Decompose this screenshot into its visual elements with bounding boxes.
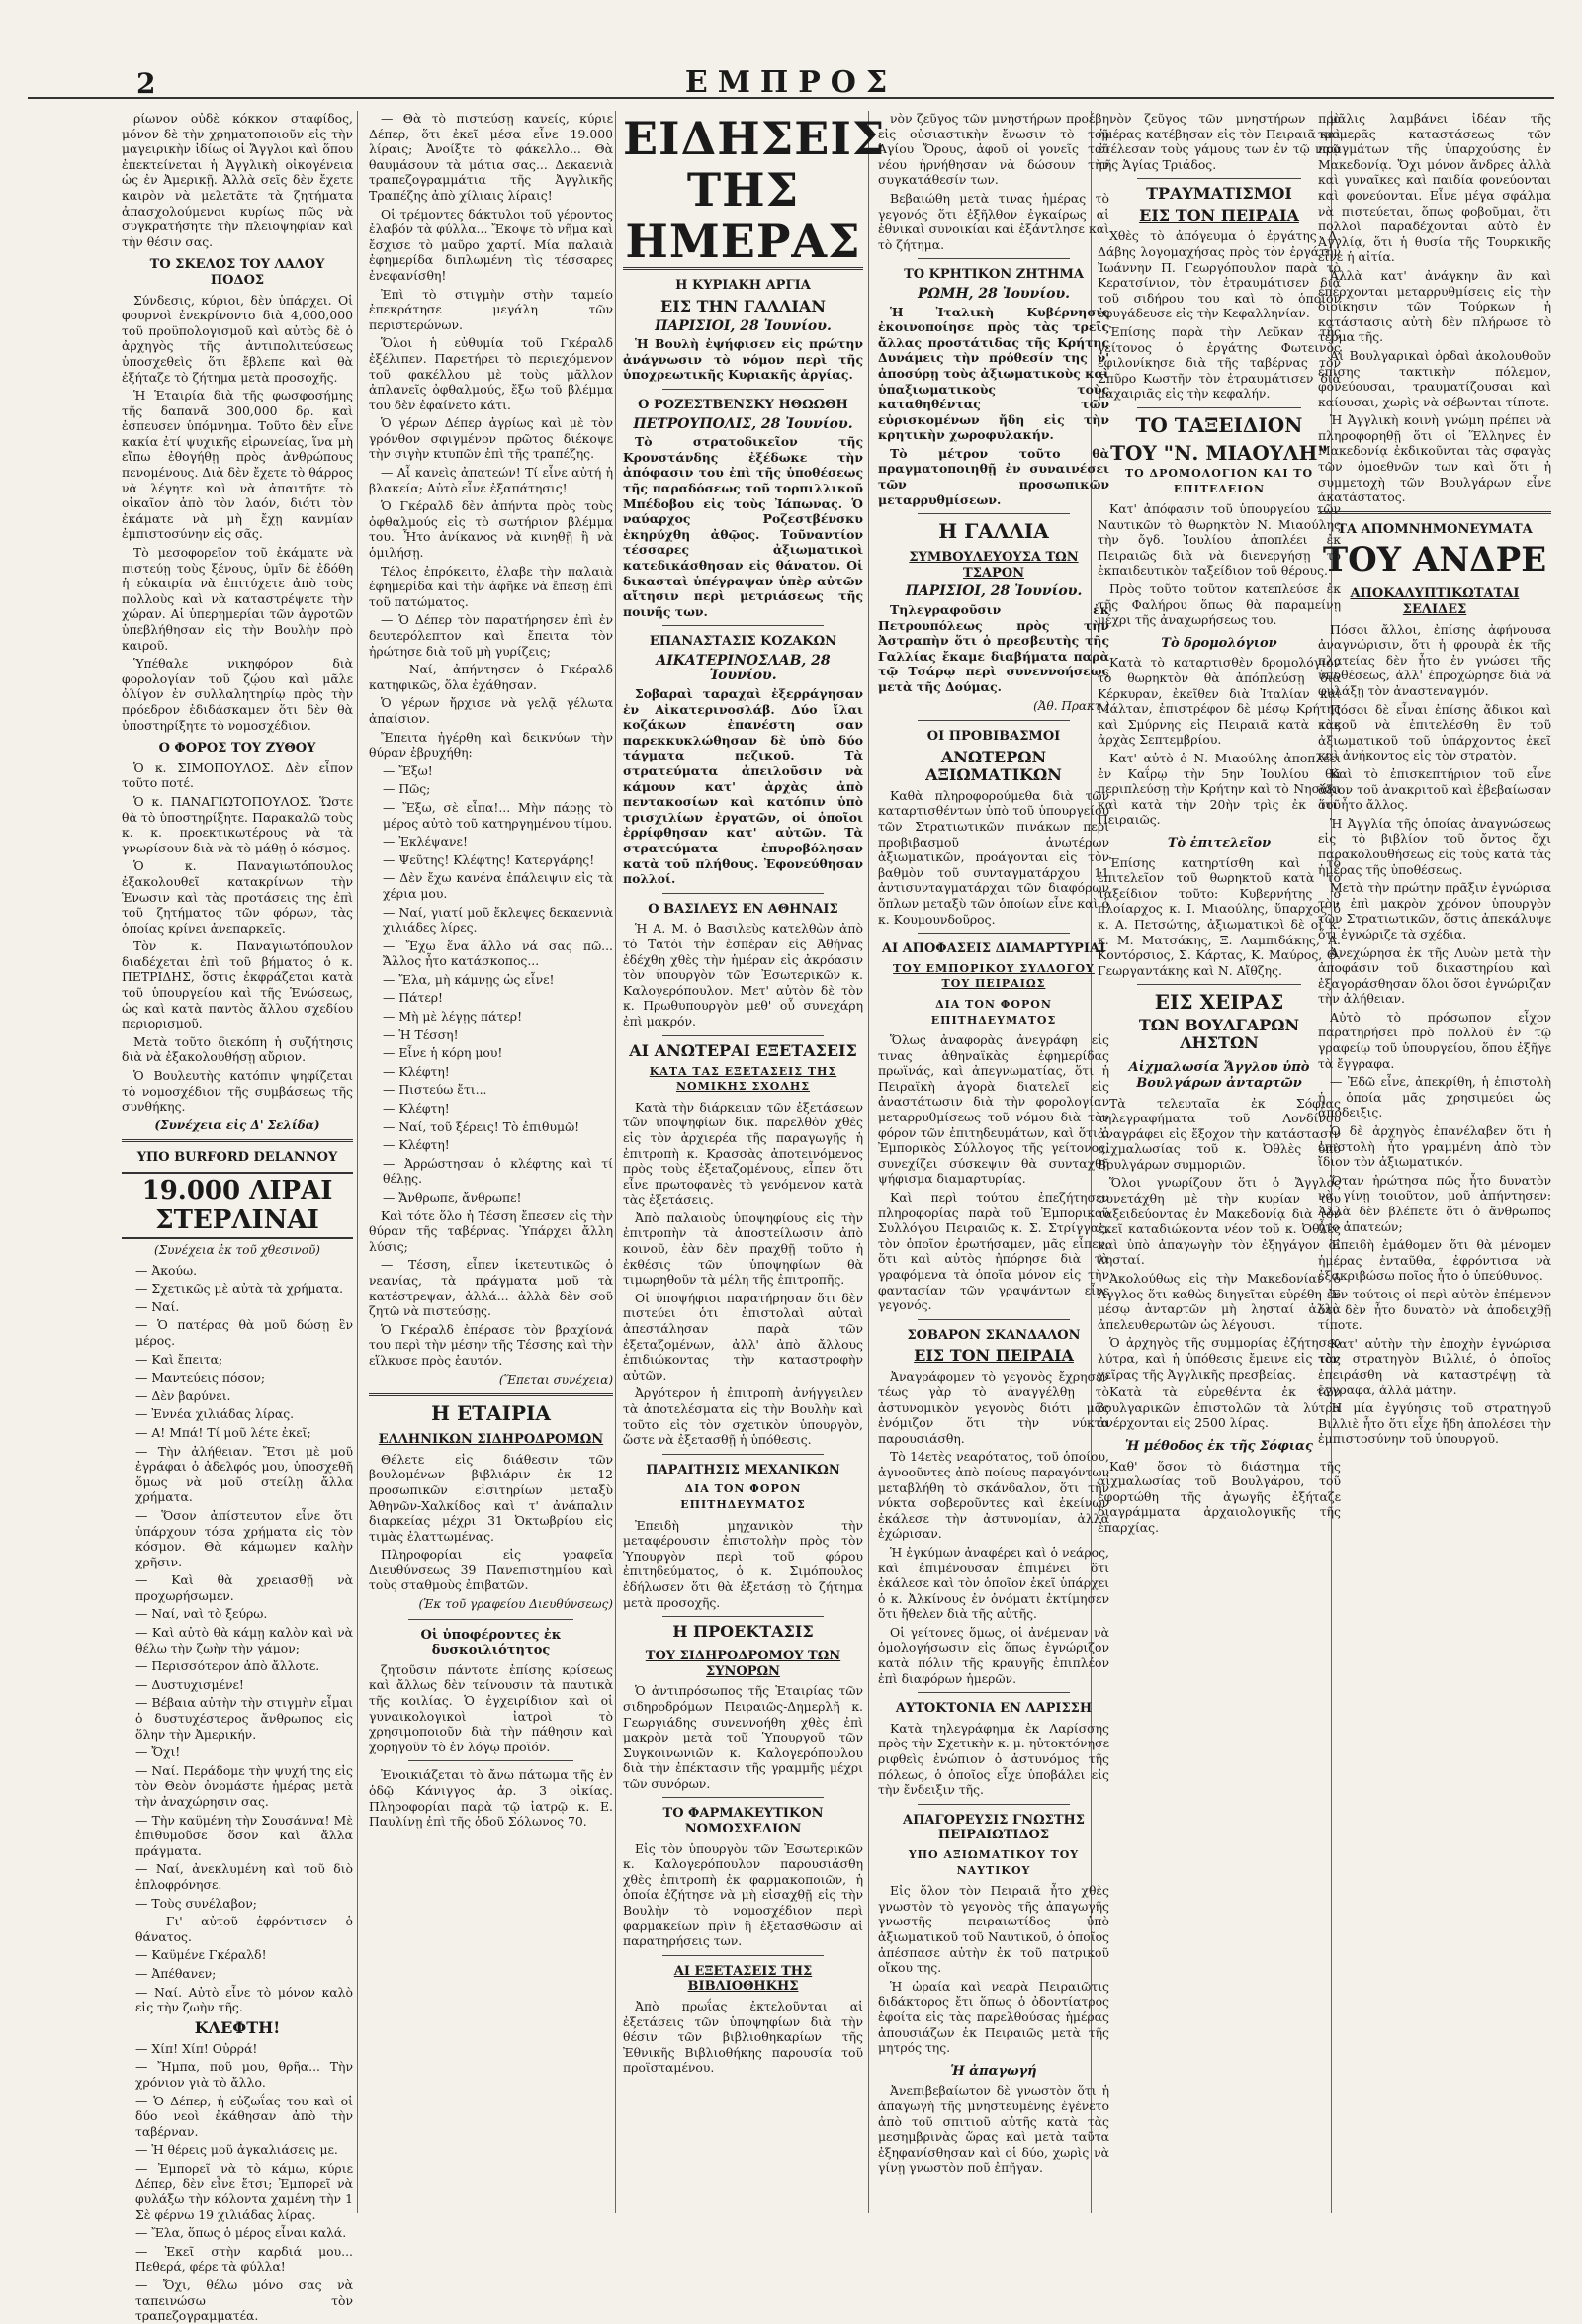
dialogue-block (369, 763, 613, 1206)
divider (662, 893, 824, 894)
divider (662, 625, 824, 626)
article-text: Καὶ τότε ὅλο ἡ Τέσση ἔπεσεν εἰς τὴν θύραν τῆς ταβέρνας. Ὑπάρχει ἄλλη λύσις; (369, 1207, 613, 1254)
divider (1137, 984, 1301, 985)
signature: (Ἀθ. Πρακτ.) (1033, 698, 1109, 713)
article-text: Ὅλως ἀναφορὰς ἀνεγράφη εἰς τινας ἀθηναϊκὰς ἐφημερίδας πρωϊνάς, καὶ ἀπεγνωματίας, ὅτι ἡ Πειραϊκὴ ἀγορὰ διατελεῖ εἰς ἀναστάτωσιν διὰ τὴν φορολογίαν μεταρρυθμίσεως τοῦ νόμου διὰ τὸν φόρον τῶν ἐπιτηδευμάτων, καὶ ὅτι ὁ Ἐμπορικὸς Σύλλογος τῆς γείτονος, συνεχίζει σύσκεψιν θὰ συνταχθῇ ψήφισμα διαμαρτυρίας. (878, 1032, 1109, 1187)
dateline: ΠΕΤΡΟΥΠΟΛΙΣ, 28 Ἰουνίου. (633, 415, 853, 432)
column-4 (878, 111, 1109, 2213)
article-text: Πληροφορίαι εἰς γραφεῖα Διευθύνσεως 39 Πανεπιστημίου καὶ τοὺς σταθμοὺς ἐπιβατῶν. (369, 1547, 613, 1593)
article-text: Ὅλοι ἡ εὐθυμία τοῦ Γκέραλδ ἐξέλιπεν. Παρετήρει τὸ περιεχόμενον τοῦ φακέλλου μὲ τοὺς μᾶλλον ἀπλανεῖς ὀφθαλμούς, ἔξω τοῦ βλέμμα του δὲν ἐφαίνετο κάτι. (369, 335, 613, 412)
newspaper-title: ΕΜΠΡΟΣ (684, 65, 898, 100)
article-text: Ἀργότερον ἡ ἐπιτροπὴ ἀνήγγειλεν τὰ ἀποτελέσματα εἰς τὴν Βουλὴν καὶ τοῦτο εἰς τὸν σχετικὸν ὑπουργὸν, ὥστε νὰ ἐξετασθῇ ἡ ὑπόθεσις. (623, 1385, 863, 1448)
column-6 (1318, 111, 1551, 2213)
article-text: — Θὰ τὸ πιστεύσῃ κανείς, κύριε Δέπερ, ὅτι ἐκεῖ μέσα εἶνε 19.000 λίραις; Ἀνοίξτε τὸ φάκελλο... Θὰ θαυμάσουν τὰ μάτια σας... Δεκαενιὰ τραπεζογραμμάτια τῆς Ἀγγλικῆς Τραπέζης ἀπὸ χίλιαις λίραις! (369, 111, 613, 203)
headline: ΣΟΒΑΡΟΝ ΣΚΑΝΔΑΛΟΝ (907, 1327, 1081, 1343)
divider (1137, 407, 1301, 408)
headline: Οἱ ὑποφέροντες ἐκ δυσκοιλιότητος (420, 1627, 562, 1658)
divider (662, 1955, 824, 1956)
article-text: Τὸν κ. Παναγιωτόπουλον διαδέχεται ἐπὶ τοῦ βήματος ὁ κ. ΠΕΤΡΙΔΗΣ, ὅστις ἐκφράζεται κατὰ τοῦ ὑπουργείου καὶ τῆς Ἑνώσεως, ὡς καὶ κατὰ παντὸς ἄλλου σχεδίου περιορισμοῦ. (122, 939, 353, 1031)
article-text: Κατ' αὐτὴν τὴν ἐποχὴν ἐγνώρισα τὸν στρατηγὸν Βιλλιέ, ὁ ὁποῖος ἐπειράσθη νὰ καταστρέψῃ τὰ ἔγγραφα, ἀλλὰ μάτην. (1318, 1335, 1551, 1397)
divider (918, 1319, 1070, 1320)
dialogue-line: — Καϋμένε Γκέραλδ! (135, 1947, 267, 1963)
dialogue-line: — Ὅσον ἀπίστευτον εἶνε ὅτι ὑπάρχουν τόσα χρήματα εἰς τὸν κόσμον. Θὰ κάμωμεν καλὴν χρῆσιν. (135, 1507, 353, 1569)
headline: ΕΙΣ ΧΕΙΡΑΣ (1154, 990, 1284, 1015)
divider (662, 1035, 824, 1036)
article-text: ζητοῦσιν πάντοτε ἐπίσης κρίσεως καὶ ἄλλως δὲν τείνουσιν τὰ παυτικὰ τῆς κοιλίας. Ὁ ἐγχειρίδιον καὶ οἱ γυναικολογικοὶ ἰατροὶ τὸ χρησιμοποιοῦν διὰ τὴν πάθησιν καὶ χορηγοῦν τὸ ἐν λόγῳ προϊόν. (369, 1661, 613, 1754)
dialogue-line: — Μαντεύεις πόσον; (135, 1370, 266, 1385)
dialogue-line: — Ἤμπα, ποῦ μου, θρῆα... Τὴν χρόνιον γιὰ τὸ ἄλλο. (135, 2059, 353, 2090)
article-text: Ἐπὶ τὸ στιγμὴν στὴν ταμείο ἐπεκράτησε μεγάλη τῶν περιστερώνων. (369, 286, 613, 332)
dialogue-line: — Ἔλα, μὴ κάμνῃς ὡς εἶνε! (383, 971, 555, 987)
subheading: Ἡ μέθοδος ἐκ τῆς Σόφιας (1125, 1438, 1313, 1454)
subheading: Αἰχμαλωσία Ἄγγλου ὑπὸ Βουλγάρων ἀνταρτῶν (1128, 1060, 1310, 1091)
dialogue-line: — Εἶνε ἡ κόρη μου! (383, 1045, 503, 1061)
masthead (28, 65, 1554, 100)
serial-title: 19.000 ΛΙΡΑΙ ΣΤΕΡΛΙΝΑΙ (122, 1172, 353, 1239)
article-text: Ὁ Γκέραλδ δὲν ἀπήντα πρὸς τοὺς ὀφθαλμούς εἰς τὸ σωτήριον βλέμμα του. Ἦτο ἀνίκανος νὰ κινηθῇ ἢ νὰ ὁμιλήσῃ. (369, 498, 613, 561)
headline: ΕΙΣ ΤΟΝ ΠΕΙΡΑΙΑ (914, 1346, 1074, 1366)
divider (369, 1393, 613, 1396)
article-text: Ὁ ἀντιπρόσωπος τῆς Ἑταιρίας τῶν σιδηροδρόμων Πειραιῶς-Δημερλῆ κ. Γεωργιάδης συνεννοήθη χθὲς ἐπὶ μακρὸν μετὰ τοῦ Ὑπουργοῦ τῶν Συγκοινωνιῶν κ. Καλογερόπουλου διὰ τὴν ἐπέκτασιν τῆς γραμμῆς μέχρι τῶν συνόρων. (623, 1683, 863, 1791)
article-text: Ἀνεχώρησα ἐκ τῆς Λυὼν μετὰ τὴν ἀποφάσιν τοῦ δικαστηρίου καὶ ἐξαγοράσθησαν ὅλοι ὅσοι ἐγνώριζαν τὴν ἀλήθειαν. (1318, 944, 1551, 1007)
article-text: νὸν ζεῦγος τῶν μνηστήρων πρὸ ἡμέρας κατέβησαν εἰς τὸν Πειραιᾶ καὶ ἐτέλεσαν τοὺς γάμους των ἐν τῷ ναῷ τῆς Ἁγίας Τριάδος. (1098, 111, 1341, 172)
headline: Η ΚΥΡΙΑΚΗ ΑΡΓΙΑ (675, 278, 811, 293)
dialogue-line: — Μὴ μὲ λέγῃς πάτερ! (383, 1009, 523, 1025)
headline: Ο ΦΟΡΟΣ ΤΟΥ ΖΥΘΟΥ (158, 741, 316, 757)
headline: ΕΙΣ ΤΗΝ ΓΑΛΛΙΑΝ (660, 296, 826, 315)
article-text: Ὁ κ. ΠΑΝΑΓΙΩΤΟΠΟΥΛΟΣ. Ὥστε θὰ τὸ ὑποστηρίξητε. Παρακαλῶ τοὺς κ. κ. προεκτικωτέρους νὰ τὰ γνωρίσουν διὰ νὰ τὸ μάθῃ ὁ κόσμος. (122, 793, 353, 855)
dialogue-line: — Ὄχι, θέλω μόνο σας νὰ ταπεινώσω τὸν τραπεζογραμματέα. (135, 2278, 353, 2324)
headline: ΑΝΩΤΕΡΩΝ ΑΞΙΩΜΑΤΙΚΩΝ (925, 747, 1062, 784)
divider (408, 1619, 573, 1620)
article-text: Ὑπέθαλε νικηφόρον διὰ φορολογίαν τοῦ ζῴου καὶ μᾶλε ὀλίγον ἐν συλλαλητηρίῳ πρὸς τὴν πρόεδρον ἐδιδάσκαμεν ὅτι δὲν θὰ ὑποστηρίξητε τὸ νομοσχέδιον. (122, 656, 353, 733)
dialogue-line: — Ναί, γιατί μοῦ ἔκλεψες δεκαεννιὰ χιλιάδες λίρες. (383, 904, 613, 936)
dialogue-line: — Ναί, ναὶ τὸ ξεύρω. (135, 1606, 268, 1622)
dialogue-line: — Καὶ ἔπειτα; (135, 1351, 223, 1367)
column-1 (122, 111, 353, 2324)
headline: ΤΟΥ ΑΝΔΡΕ (1322, 540, 1547, 581)
headline: ΔΙΑ ΤΟΝ ΦΟΡΟΝ ΕΠΙΤΗΔΕΥΜΑΤΟΣ (930, 997, 1057, 1027)
dialogue-line: — Τὴν ἀλήθειαν. Ἔτσι μὲ μοῦ ἐγράφαι ὁ ἀδελφός μου, ὑποσχεθῆ ὅμως νὰ μοῦ στείλῃ ἄλλα χρήματα. (135, 1443, 353, 1505)
dialogue-line: — Ναί. Αὐτὸ εἶνε τὸ μόνον καλὸ εἰς τὴν ζωὴν τῆς. (135, 1984, 353, 2015)
headline: ΤΟ ΦΑΡΜΑΚΕΥΤΙΚΟΝ ΝΟΜΟΣΧΕΔΙΟΝ (662, 1806, 824, 1837)
dialogue-line: — Ἡ θέρεις μοῦ ἀγκαλιάσεις με. (135, 2142, 338, 2158)
article-text: Τὸ 14ετὲς νεαρότατος, τοῦ ὁποίου, ἀγνοοῦντες ἀπὸ ποίους παραγόντων μεταβλήθη τὸ σκάνδαλον, ὅτι τὴν νύκτα σοβεροῦντες καὶ ἐκείνων ἐκάλεσε τὴν ἀστυνομίαν, ἀλλὰ ἐχώρισαν. (878, 1449, 1109, 1542)
dialogue-line: — Δυστυχισμένε! (135, 1676, 244, 1692)
article-text: Πρὸς τοῦτο τοῦτον κατεπλεύσε ἐκ τῆς Φαλήρου ὅπως θὰ παραμείνῃ μέχρι τῆς ἀναχωρήσεως του. (1098, 581, 1341, 628)
article-text: — Ὁ Δέπερ τὸν παρατήρησεν ἐπὶ ἐν δευτερόλεπτον καὶ ἔπειτα τὸν ἠρώτησε διὰ τοῦ μὴ γυρίζεις; (369, 612, 613, 659)
headline: ΑΙ ΑΝΩΤΕΡΑΙ ΕΞΕΤΑΣΕΙΣ (629, 1040, 857, 1060)
column-5 (1098, 111, 1341, 2213)
dialogue-line: — Ὁ Δέπερ, ἡ εὐζωΐας του καὶ οἱ δύο νεοὶ ἐκάθησαν ἀπὸ τὴν ταβέρναν. (135, 2093, 353, 2139)
article-text: Εἰς τὸν ὑπουργὸν τῶν Ἐσωτερικῶν κ. Καλογερόπουλον παρουσιάσθη χθὲς ἐπιτροπὴ ἐκ φαρμακοποιῶν, ἡ ὁποία ἐζήτησε νὰ μὴ εἰσαχθῇ εἰς τὴν Βουλὴν τὸ νομοσχέδιον περὶ φαρμακείων πρὶν ἢ ἐξετασθῶσιν αἱ παρατηρήσεις των. (623, 1840, 863, 1949)
headline: ΤΟ ΤΑΞΕΙΔΙΟΝ (1135, 412, 1303, 437)
article-text: Ἐπίσης κατηρτίσθη καὶ τὸ ἐπιτελεῖον τοῦ θωρηκτοῦ κατὰ τὸ ταξείδιον τοῦτο: Κυβερνήτης ὁ πλοίαρχος κ. Ι. Μιαούλης, ὕπαρχος ὁ κ. Α. Πετσώτης, ἀξιωματικοὶ δὲ οἱ κ. κ. Μ. Ματσάκης, Ξ. Λαμπιδάκης, Α. Κοντόρσιος, Σ. Κάρτας, Κ. Μαύρος, Θ. Γεωργαντάκης καὶ Ν. Αἴθζης. (1098, 854, 1341, 978)
dialogue-line: — Δὲν βαρύνει. (135, 1387, 231, 1403)
article-text: Ἀναγράφομεν τὸ γεγονὸς ἔχρησεν τέως γὰρ τὸ ἀναγγέλθῃ τὸ ἀστυνομικὸν γεγονὸς διότι μᾶς ἐνόμιζον ὅτι τὴν νύκτα παρουσιάσθη. (878, 1369, 1109, 1446)
dialogue-line: — Ἔξω, σὲ εἶπα!... Μὴν πάρῃς τὸ μέρος αὐτὸ τοῦ κατηργημένου τίμου. (383, 799, 613, 831)
dialogue-line: — Ἔχω ἕνα ἄλλο νά σας πῶ... Ἄλλος ἦτο κατάσκοπος... (383, 938, 613, 969)
dialogue-line: — Βέβαια αὐτὴν τὴν στιγμὴν εἶμαι ὁ δυστυχέστερος ἄνθρωπος εἰς ὅλην τὴν Ἀμερικήν. (135, 1695, 353, 1742)
divider (1318, 511, 1551, 514)
classified-ad: Ἐνοικιάζεται τὸ ἄνω πάτωμα τῆς ἐν ὁδῷ Κάνιγγος ἀρ. 3 οἰκίας. Πληροφορίαι παρὰ τῷ ἰατρῷ κ. Ε. Παυλίνῃ ἐπὶ τῆς ὁδοῦ Σόλωνος 70. (369, 1767, 613, 1830)
dialogue-line: — Κλέφτη! (383, 1063, 450, 1079)
article-text: νὸν ζεῦγος τῶν μνηστήρων προέβη εἰς οὐσιαστικὴν ἔνωσιν τὸ τοῦ Ἁγίου Ὄρους, ἀφοῦ οἱ γονεῖς τοῦ νέου ἠρνήθησαν νὰ δώσουν τὴν συγκατάθεσίν των. (878, 111, 1109, 188)
section-banner: ΕΙΔΗΣΕΙΣ ΤΗΣ ΗΜΕΡΑΣ (623, 112, 886, 268)
dialogue-line: — Ἡ Τέσση! (383, 1027, 459, 1042)
article-text: Τὰ τελευταῖα ἐκ Σόφιας τηλεγραφήματα τοῦ Λονδίνου ἀναγράφει εἰς ἔξοχον τὴν κατάστασιν αἰχμαλωσίας τοῦ κ. Ὀθλὲς ὑπὸ Βουλγάρων συμμοριῶν. (1098, 1095, 1341, 1172)
article-text: Ἀπὸ παλαιοὺς ὑποψηφίους εἰς τὴν ἐπιτροπὴν τὰ ἀποστείλωσιν ἀπὸ κοινοῦ, ἐὰν δὲν πραχθῇ τοῦτο ἡ ἐκθέσις τῶν ὑποψηφίων θὰ τιμωρηθοῦν τὰ μέλη τῆς ἐπιτροπῆς. (623, 1209, 863, 1288)
article-text: Ἡ Ἀγγλία τῆς ὁποίας ἀναγνώσεως εἰς τὸ βιβλίον τοῦ ὄντος ὄχι παρακολουθήσεως εἰς τοὺς κατὰ τὰς ἡμέρας τῆς ὑποθέσεως. (1318, 815, 1551, 877)
headline: ΠΑΡΑΙΤΗΣΙΣ ΜΕΧΑΝΙΚΩΝ (646, 1462, 840, 1477)
article-text: Κατ' ἀπόφασιν τοῦ ὑπουργείου τῶν Ναυτικῶν τὸ θωρηκτὸν Ν. Μιαούλης τὴν ὄγδ. Ἰουλίου ἀποπλέει ἐκ Πειραιῶς διὰ νὰ διενεργήσῃ τὸ ἐκπαιδευτικὸν ταξείδιον τοῦ θέρους. (1098, 501, 1341, 579)
article-text: Ὁ γέρων Δέπερ ἀγρίως καὶ μὲ τὸν γρόνθον σφιγμένον πρῶτος διέκοψε τὴν σιγὴν κτυπῶν ἐπὶ τῆς τραπέζης. (369, 415, 613, 462)
article-text: Ἐπειδὴ μηχανικὸν τὴν μεταφέρουσιν ἐπιστολὴν πρὸς τὸν Ὑπουργὸν περὶ τοῦ φόρου ἐπιτηδεύματος, ὁ κ. Σιμόπουλος ἐδήλωσεν ὅτι θὰ ἐξετάσῃ τὸ ζήτημα μετὰ προσοχῆς. (623, 1517, 863, 1610)
column-2 (369, 111, 613, 2213)
dialogue-line: — Ὁ πατέρας θὰ μοῦ δώσῃ ἓν μέρος. (135, 1317, 353, 1348)
divider (662, 389, 824, 390)
article-text: Ὁ ἀρχηγὸς τῆς συμμορίας ἐζήτησεν λύτρα, καὶ ἡ ὑπόθεσις ἔμεινε εἰς τὰς χεῖρας τῆς Ἀγγλικῆς πρεσβείας. (1098, 1335, 1341, 1382)
divider (662, 1797, 824, 1798)
article-text: Καθὰ πληροφορούμεθα διὰ τῶν καταρτισθέντων ὑπὸ τοῦ ὑπουργείου τῶν Στρατιωτικῶν πινάκων περὶ προβιβασμοῦ ἀνωτέρων ἀξιωματικῶν, προάγονται εἰς τὸν βαθμὸν τοῦ συνταγματάρχου 11 ἀντισυνταγματάρχαι τῶν διαφόρων ὅπλων μεταξὺ τῶν ὁποίων εἶνε καὶ ὁ κ. Κουμουνδοῦρος. (878, 787, 1109, 927)
article-text: Ἐν τούτοις οἱ περὶ αὐτὸν ἐπέμενον ὅτι δὲν ἦτο δυνατὸν νὰ ἀποδειχθῇ τίποτε. (1318, 1286, 1551, 1333)
dialogue-line: — Ἀπέθανεν; (135, 1965, 217, 1981)
serial-author: ΥΠΟ BURFORD DELANNOY (136, 1150, 338, 1166)
dialogue-line: — Ἄνθρωπε, ἄνθρωπε! (383, 1190, 522, 1205)
headline: ΑΙ ΕΞΕΤΑΣΕΙΣ ΤΗΣ ΒΙΒΛΙΟΘΗΚΗΣ (673, 1963, 813, 1995)
subheading: Τὸ ἐπιτελεῖον (1167, 835, 1272, 850)
article-text: Μετὰ τοῦτο διεκόπη ἡ συζήτησις διὰ νὰ ἐξακολουθήσῃ αὔριον. (122, 1033, 353, 1065)
article-text: Ἡ ὡραία καὶ νεαρὰ Πειραιῶτις διδάκτορος ἔτι ὅπως ὁ ὀδοντίατρος ἐφοίτα εἰς τὰς παρελθούσας ἡμέρας ἀπουσιάζων ἐκ Πειραιῶς μετὰ τῆς μητρός της. (878, 1978, 1109, 2056)
divider (918, 933, 1070, 934)
dialogue-line: — Τοὺς συνέλαβον; (135, 1895, 257, 1911)
divider (1137, 178, 1301, 179)
article-text: Μετὰ τὴν πρώτην πρᾶξιν ἐγνώρισα τὸν ἐπὶ μακρὸν χρόνον ὑπουργὸν τῶν Στρατιωτικῶν, ὅστις ἀπεκάλυψε ὅτι ἐγνώριζε τὰ σχέδια. (1318, 880, 1551, 941)
headline: ΕΠΑΝΑΣΤΑΣΙΣ ΚΟΖΑΚΩΝ (649, 634, 837, 650)
headline: Η ΠΡΟΕΚΤΑΣΙΣ (672, 1622, 814, 1642)
article-text: Ἀπὸ πρωΐας ἐκτελοῦνται αἱ ἐξετάσεις τῶν ὑποψηφίων διὰ τὴν θέσιν τῶν βιβλιοθηκαρίων τῆς Ἐθνικῆς Βιβλιοθήκης παρουσία τοῦ προϊσταμένου. (623, 1999, 863, 2076)
article-text: — Ναί, ἀπήντησεν ὁ Γκέραλδ κατηφικῶς, ὅλα ἐχάθησαν. (369, 662, 613, 692)
headline: ΥΠΟ ΑΞΙΩΜΑΤΙΚΟΥ ΤΟΥ ΝΑΥΤΙΚΟΥ (908, 1848, 1080, 1877)
dateline: ΠΑΡΙΣΙΟΙ, 28 Ἰουνίου. (655, 317, 832, 334)
headline: ΤΟ ΚΡΗΤΙΚΟΝ ΖΗΤΗΜΑ (904, 267, 1084, 283)
article-text: Οἱ τρέμοντες δάκτυλοι τοῦ γέροντος ἐλαβόν τὰ φύλλα... Ἔκοψε τὸ νῆμα καὶ ἔσχισε τὸ μαῦρο χαρτί. Μία παλαιὰ ἐφημερίδα διπλωμένη τὶς τέσσαρες ἐνεφανίσθη! (369, 206, 613, 283)
subheading: Τὸ δρομολόγιον (1161, 635, 1277, 651)
article-text: Σοβαραὶ ταραχαὶ ἐξερράγησαν ἐν Αἰκατερινοσλάβ. Δύο ἴλαι κοζάκων ἐπανέστη σαν παρεκκυκλώθησαν δὲ ὑπὸ δύο τάγματα πεζικοῦ. Τὰ στρατεύματα ἀπειλοῦσιν νὰ κάμουν κατ' ἀρχὰς ἀπὸ πεντακοσίων καὶ κατόπιν ὑπὸ τρισχιλίων ἐργατῶν, οἱ ὁποῖοι ἐρρίφθησαν κατ' αὐτῶν. Τὰ στρατεύματα ἐπυροβόλησαν κατὰ τοῦ πλήθους. Ἐφονεύθησαν πολλοί. (623, 686, 863, 887)
dialogue-line: — Δὲν ἔχω κανένα ἐπάλειψιν εἰς τὰ χέρια μου. (383, 870, 613, 901)
divider (662, 1454, 824, 1455)
headline: ΑΠΑΓΟΡΕΥΣΙΣ ΓΝΩΣΤΗΣ ΠΕΙΡΑΙΩΤΙΔΟΣ (903, 1812, 1085, 1843)
headline: ΤΡΑΥΜΑΤΙΣΜΟΙ (1146, 184, 1292, 204)
article-text: Ὁ κ. Παναγιωτόπουλος ἐξακολουθεῖ κατακρίνων τὴν Ἑνωσιν καὶ τὰς προτάσεις της ἐπὶ τοῦ ζητήματος τῶν φόρων, τὰς ὁποίας κρίνει ἀνεπαρκεῖς. (122, 858, 353, 936)
article-text: Κατ' αὐτὸ ὁ Ν. Μιαούλης ἀποπλέει ἐν Καΐρῳ τὴν 5ην Ἰουλίου θὰ περιπλεύσῃ τὴν Κρήτην καὶ τὸ Νησάκι καὶ κατὰ τὴν 20ὴν τρὶς ἐκ τοῦ Πειραιῶς. (1098, 751, 1341, 828)
dialogue-line: — Ἔλα, ὅπως ὁ μέρος εἶναι καλά. (135, 2225, 347, 2241)
headline: ΤΟ ΔΡΟΜΟΛΟΓΙΟΝ ΚΑΙ ΤΟ ΕΠΙΤΕΛΕΙΟΝ (1124, 466, 1314, 495)
article-text: Κατὰ τὸ καταρτισθὲν δρομολόγιον τὸ θωρηκτὸν θὰ ἀπόπλεύσῃ διὰ Κέρκυραν, ἐκεῖθεν διὰ Ἰταλίαν καὶ Μάλταν, ἐπιστρέφον δὲ μέσῳ Κρήτης καὶ Σμύρνης εἰς Πειραιᾶ κατὰ τὰς ἀρχὰς Σεπτεμβρίου. (1098, 655, 1341, 748)
article-text: Ὅλοι γνωρίζουν ὅτι ὁ Ἄγγλος συνετάχθη μὲ τὴν κυρίαν του ταξειδεύοντας ἐν Μακεδονίᾳ διὰ τὸν ἐκεῖ καταδιώκοντα νέον τοῦ κ. Ὀθλὲς καὶ ὑπὸ ἀπαγωγὴν τὸν ἐξηγάγον οἱ λησταί. (1098, 1175, 1341, 1268)
article-text: Καθ' ὅσον τὸ διάστημα τῆς αἰχμαλωσίας τοῦ Βουλγάρου, τοῦ ἐφορτώθη τῆς ἀγωγῆς ἐξήταζε διαγράμματα ἀρχαιολογικῆς τῆς ἐπαρχίας. (1098, 1458, 1341, 1535)
headline: ΕΙΣ ΤΟΝ ΠΕΙΡΑΙΑ (1139, 206, 1299, 225)
dialogue-line: — Ναί, ἀνεκλυμένη καὶ τοῦ διὸ ἐπλοφρόνησε. (135, 1861, 353, 1892)
article-text: Οἱ γείτονες ὅμως, οἱ ἀνέμεναν νὰ ὁμολογήσωσιν εἰς ὅπως ἐγνώριζον κατὰ πόλιν τῆς κραυγῆς ἐπιπλέον ἐπὶ διαφόρων ἡμερῶν. (878, 1624, 1109, 1686)
article-text: Οἱ ὑποψήφιοι παρατήρησαν ὅτι δὲν πιστεύει ὁτι ἐπιστολαὶ αὐταὶ ἀπεστάλησαν παρὰ τῶν ἐξεταζομένων, ἀλλ' ἀπὸ ἄλλους ἐπιδιώκοντας τὴν καταστροφὴν αὐτῶν. (623, 1290, 863, 1383)
article-text: Ἔπειτα ἠγέρθη καὶ δεικνύων τὴν θύραν ἐβρυχήθη: (369, 729, 613, 760)
divider (122, 1139, 353, 1142)
dialogue-line: — Πιστεύω ἔτι... (383, 1082, 487, 1098)
article-text: Κατὰ τὴν διάρκειαν τῶν ἐξετάσεων τῶν ὑποψηφίων δικ. παρελθὸν χθὲς εἰς τὸν ἀρχιερέα τῆς παραγωγῆς ἡ ἐπιτροπὴ κ. Κρασσὰς ἀποτεινόμενος πρὸς τοὺς ἐξεταζομένους, εἶπεν ὅτι εἶνε πρωτοφανὲς τὸ γενόμενον κατὰ τὰς ἐξετάσεις. (623, 1099, 863, 1207)
article-text: Τὸ μέτρον τοῦτο θὰ πραγματοποιηθῇ ἐν συναινέσει τῶν προσωπικῶν μεταρρυθμίσεων. (878, 445, 1109, 507)
headline: Ο ΡΟΖΕΣΤΒΕΝΣΚΥ ΗΘΩΩΘΗ (638, 397, 848, 412)
article-text: Τὸ μεσοφορεῖον τοῦ ἐκάματε νὰ πιστεύῃ τοὺς ξένους, ὑμῖν δὲ ἐδόθη ἡ εὐκαιρία νὰ ἐπιτύχετε ἀπὸ τοὺς πολλοὺς καὶ νὰ καταστρέψετε τὴν χώραν. Αἱ ὑπερημερίαι τῶν ἀγροτῶν ὑπεβλήθησαν εἰς τὴν Βουλὴν πρὸ καιροῦ. (122, 545, 353, 653)
headline: Η ΓΑΛΛΙΑ (938, 519, 1049, 544)
dialogue-line: — Καὶ αὐτὸ θὰ κάμῃ καλὸν καὶ νὰ θέλω τὴν ζωὴν τὴν γάμον; (135, 1625, 353, 1655)
dialogue-block (122, 2041, 353, 2324)
headline: ΣΥΜΒΟΥΛΕΥΟΥΣΑ ΤΩΝ ΤΣΑΡΟΝ (909, 550, 1079, 581)
dialogue-line: — Α! Μπά! Τί μοῦ λέτε ἐκεῖ; (135, 1424, 311, 1440)
article-text: Τηλεγραφοῦσιν ἐκ Πετρουπόλεως πρὸς τὴν Ἀστραπὴν ὅτι ὁ πρεσβευτὴς τῆς Γαλλίας ἔκαμε διαβήματα παρὰ τῷ Τσάρῳ περὶ συνεννοήσεως μετὰ τῆς Δούμας. (878, 602, 1109, 694)
article-text: Ὁ γέρων ἤρχισε νὰ γελᾷ γέλωτα ἀπαίσιον. (369, 695, 613, 726)
headline: ΤΟ ΣΚΕΛΟΣ ΤΟΥ ΛΑΛΟΥ ΠΟΔΟΣ (149, 257, 325, 288)
article-text: Ὁ δὲ ἀρχηγὸς ἐπανέλαβεν ὅτι ἡ ἐπιστολὴ ἦτο γραμμένη ἀπὸ τὸν ἴδιον τὸν ἀξιωματικόν. (1318, 1123, 1551, 1170)
article-text: Ἐπειδὴ ἐμάθομεν ὅτι θὰ μένομεν ἡμέρας ἐνταῦθα, ἐφρόντισα νὰ ἐξακριβώσω ποῖος ἦτο ὁ ὑπεύθυνος. (1318, 1237, 1551, 1284)
article-text: Ἡ ἐγκύμων ἀναφέρει καὶ ὁ νεάρος, καὶ ἐπιμένουσαν ἐπιμένει ὅτι ἐκάλεσε καὶ τὸν ὁποῖον ἐκεῖ ὑπάρχει ὁ κ. Ἀλκίνους ἐν ὀνόματι ἐκτίμησεν ὅτι ἤθελεν διὰ τῆς αὐτῆς. (878, 1544, 1109, 1622)
headline: ΤΑ ΑΠΟΜΝΗΜΟΝΕΥΜΑΤΑ (1337, 521, 1533, 537)
article-text: Ὁ Γκέραλδ ἐπέρασε τὸν βραχίονά του περὶ τὴν μέσην τῆς Τέσσης καὶ τὴν εἵλκυσε πρὸς ἑαυτόν. (369, 1321, 613, 1368)
divider (918, 1692, 1070, 1693)
headline: Η ΕΤΑΙΡΙΑ (431, 1401, 551, 1426)
headline: ΚΛΕΦΤΗ! (194, 2017, 281, 2037)
dateline: ΑΙΚΑΤΕΡΙΝΟΣΛΑΒ, 28 Ἰουνίου. (656, 652, 831, 684)
article-text: Ἡ Βουλὴ ἐψήφισεν εἰς πρώτην ἀνάγνωσιν τὸ νόμον περὶ τῆς ὑποχρεωτικῆς Κυριακῆς ἀργίας. (623, 336, 863, 383)
dialogue-line: — Ναί. Περάδομε τὴν ψυχή της εἰς τὸν Θεὸν ὀνομάστε ἡμέρας μετὰ τὴν ἀναχώρησιν σας. (135, 1762, 353, 1809)
headline: ΚΑΤΑ ΤΑΣ ΕΞΕΤΑΣΕΙΣ ΤΗΣ ΝΟΜΙΚΗΣ ΣΧΟΛΗΣ (649, 1064, 837, 1094)
article-text: — Τέσση, εἶπεν ἱκετευτικῶς ὁ νεανίας, τὰ πράγματα μοῦ τὰ κατέστρεψαν, ἀλλά... ἀλλὰ δὲν σοῦ ζητῶ νὰ πιστεύσῃς. (369, 1257, 613, 1319)
continued-note: (Ἕπεται συνέχεια) (498, 1372, 613, 1386)
article-text: Ἐπίσης παρὰ τὴν Λεῦκαν τῆς γείτονος ὁ ἐργάτης Φωτεινὸς ἐφιλονίκησε διὰ τῆς ταβέρνας τὸν Σπῦρο Κωστῆν τὸν ἐτραυμάτισεν διὰ μαχαιριᾶς εἰς τὴν κεφαλήν. (1098, 323, 1341, 402)
article-text: — Ἐδῶ εἶνε, ἀπεκρίθη, ἡ ἐπιστολὴ ἡ ὁποία μᾶς χρησιμεύει ὡς ἀπόδειξις. (1318, 1074, 1551, 1120)
dialogue-line: — Κλέφτη! (383, 1137, 450, 1153)
article-text: Βεβαιώθη μετὰ τινας ἡμέρας τὸ γεγονός ὅτι ἐξῆλθον ἐγκαίρως αἱ ἐθνικαὶ συνοικίαι καὶ ἐξάντλησε καὶ τὸ ζήτημα. (878, 190, 1109, 252)
article-text: Ἀνεπιβεβαίωτον δὲ γνωστὸν ὅτι ἡ ἀπαγωγὴ τῆς μνηστευμένης ἐγένετο ἀπὸ τοῦ σπιτιοῦ αὐτῆς κατὰ τὰς μεσημβρινὰς ὥρας καὶ μετὰ ταῦτα ἐξηφανίσθησαν καὶ οἱ δύο, χωρὶς νὰ γίνῃ γνωστὸν ποῦ ἐπῆγαν. (878, 2083, 1109, 2176)
headline: ΤΩΝ ΒΟΥΛΓΑΡΩΝ ΛΗΣΤΩΝ (1138, 1016, 1300, 1053)
article-text: Ἡ Ἀγγλικὴ κοινὴ γνώμη πρέπει νὰ πληροφορηθῇ ὅτι οἱ Ἕλληνες ἐν Μακεδονίᾳ ἐκδικοῦνται τὰς σφαγὰς τῶν ὁμοεθνῶν των καὶ ὅτι ἡ συμμετοχὴ τῶν Βουλγάρων εἶνε ἀκατάστατος. (1318, 412, 1551, 505)
article-text: Ὁ Βουλευτὴς κατόπιν ψηφίζεται τὸ νομοσχέδιον τῆς συμβάσεως τῆς συνθήκης. (122, 1068, 353, 1115)
continued-note: (Συνέχεια εἰς Δ' Σελίδα) (154, 1117, 320, 1132)
dialogue-line: — Ἐμπορεῖ νὰ τὸ κάμω, κύριε Δέπερ, δὲν εἶνε ἔτσι; Ἐμπορεῖ νὰ φυλάξω τὴν κόλοντα χαμένη τὴν 1 Σὲ φέρνω 19 χιλιάδας λίρας. (135, 2160, 353, 2222)
divider (918, 258, 1070, 259)
dialogue-line: — Χίπ! Χίπ! Οὐρρά! (135, 2040, 258, 2056)
article-text: Αἱ Βουλγαρικαὶ ὁρδαὶ ἀκολουθοῦν ἐπίσης τακτικὴν πόλεμον, φονεύουσαι, τραυματίζουσαι καὶ καίουσαι, χωρὶς νὰ σέβωνται τίποτε. (1318, 347, 1551, 409)
article-text: Τὸ στρατοδικεῖον τῆς Κρονστάνδης ἐξέδωκε τὴν ἀπόφασιν του ἐπὶ τῆς ὑποθέσεως τῆς παραδόσεως τοῦ τορπιλλικοῦ Μπέδοβου εἰς τοὺς Ἰάπωνας. Ὁ ναύαρχος Ροζεστβένσκυ ἐκηρύχθη ἀθῷος. Τοῦναντίον τέσσαρες ἀξιωματικοὶ κατεδικάσθησαν εἰς θάνατον. Οἱ δικασταὶ ὑπέγραψαν ὑπὲρ αὐτῶν αἴτησιν περὶ μετριάσεως τῆς ποινῆς των. (623, 434, 863, 619)
divider (662, 1616, 824, 1617)
dialogue-line: — Ἔξω! (383, 762, 433, 778)
dialogue-line: — Ἀρρώστησαν ὁ κλέφτης καὶ τί θέλῃς. (383, 1155, 613, 1187)
headline: ΤΟΥ ΣΙΔΗΡΟΔΡΟΜΟΥ ΤΩΝ ΣΥΝΟΡΩΝ (645, 1649, 841, 1679)
dialogue-line: — Ἀκούω. (135, 1262, 198, 1278)
article-text: Τέλος ἐπρόκειτο, ἐλαβε τὴν παλαιὰ ἐφημερίδα καὶ τὴν ἀφῆκε νὰ ἔπεσῃ ἐπὶ τοῦ πατώματος. (369, 563, 613, 609)
dateline: ΡΩΜΗ, 28 Ἰουνίου. (917, 285, 1071, 302)
divider (408, 1760, 573, 1761)
article-text: Θέλετε εἰς διάθεσιν τῶν βουλομένων βιβλιάριν ἐκ 12 προσωπικῶν εἰσιτηρίων μεταξὺ Ἀθηνῶν-Χαλκίδος καὶ τ' ἀνάπαλιν διαρκείας μέχρι 31 Ὀκτωβρίου εἰς τιμὰς ἐλαττωμένας. (369, 1451, 613, 1544)
dialogue-line: — Ναί, τοῦ ξέρεις! Τὸ ἐπιθυμῶ! (383, 1118, 580, 1134)
headline: ΕΛΛΗΝΙΚΩΝ ΣΙΔΗΡΟΔΡΟΜΩΝ (378, 1432, 604, 1448)
article-text: Ὅταν ἠρώτησα πῶς ἦτο δυνατὸν νὰ γίνῃ τοιοῦτον, μοῦ ἀπήντησεν: Ἀλλὰ δὲν βλέπετε ὅτι ὁ ἄνθρωπος ἦτο ἀπατεών; (1318, 1172, 1551, 1234)
dialogue-line: — Ψεῦτης! Κλέφτης! Κατεργάρης! (383, 851, 595, 867)
continued-note: (Συνέχεια ἐκ τοῦ χθεσινοῦ) (154, 1243, 320, 1257)
divider (918, 720, 1070, 721)
article-text: — Αἶ κανεὶς ἀπατεών! Τί εἶνε αὐτή ἡ βλακεία; Αὐτὸ εἶνε ἐξαπάτησις! (369, 465, 613, 495)
article-text: Καὶ τὸ ἐπισκεπτήριον τοῦ εἶνε ἄξιον τοῦ ἀνακριτοῦ καὶ ἐβεβαίωσαν ὅτι ἦτο ἄλλος. (1318, 765, 1551, 813)
article-text: Ἡ Α. Μ. ὁ Βασιλεὺς κατελθὼν ἀπὸ τὸ Τατόι τὴν ἑσπέραν εἰς Ἀθήνας ἐδέχθη χθὲς τὴν ἡμέραν εἰς ἀκρόασιν τὸν ὑπουργὸν τῶν Ἐσωτερικῶν κ. Καλογερόπουλον. Μετ' αὐτὸν δὲ τὸν κ. Πρωθυπουργὸν μεθ' οὗ συνεχάρη ἐπὶ μακρόν. (623, 921, 863, 1028)
dialogue-line: — Κλέφτη! (383, 1101, 450, 1117)
dialogue-line: — Ἐκλέψανε! (383, 834, 468, 849)
article-text: Ἀλλὰ κατ' ἀνάγκην ἂν καὶ ἐπέρχονται μεταρρυθμίσεις εἰς τὴν διοίκησιν τῶν Τούρκων ἡ κατάστασις αὐτὴ δὲν πλήρωσε τὸ τέρμα τῆς. (1318, 267, 1551, 345)
dialogue-line: — Πάτερ! (383, 990, 444, 1006)
dialogue-line: — Ναί. (135, 1298, 180, 1314)
dialogue-line: — Ἐκεῖ στὴν καρδιά μου... Πεθερά, φέρε τὰ φύλλα! (135, 2243, 353, 2275)
dateline: ΠΑΡΙΣΙΟΙ, 28 Ἰουνίου. (905, 583, 1083, 600)
article-text: μᾶλις λαμβάνει ἰδέαν τῆς τρομερᾶς καταστάσεως τῶν πραγμάτων τῆς ὑπαρχούσης ἐν Μακεδονίᾳ. Ὄχι μόνον ἄνδρες ἀλλὰ καὶ γυναῖκες καὶ παιδία φονεύονται καὶ φονεύονται. Εἶνε μέγα σφάλμα νὰ πιστεύεται, ὅπως φοβοῦμαι, ὅτι πολλοὶ παραδέχονται αὐτὸ ἐν Ἀγγλίᾳ, ὅτι ἡ θυσία τῆς Τουρκικῆς εἶνε ἡ αἰτία. (1318, 111, 1551, 265)
dialogue-line: — Ἐννέα χιλιάδας λίρας. (135, 1406, 295, 1422)
headline: ΑΥΤΟΚΤΟΝΙΑ ΕΝ ΛΑΡΙΣΣΗ (895, 1701, 1093, 1717)
dialogue-line: — Πῶς; (383, 781, 431, 797)
article-text: Ἡ μία ἐγγύησις τοῦ στρατηγοῦ Βιλλιὲ ἦτο ὅτι εἶχε ἤδη ἀπολέσει τὴν ἐμπιστοσύνην τοῦ ὑπουργοῦ. (1318, 1400, 1551, 1447)
article-text: Σύνδεσις, κύριοι, δὲν ὑπάρχει. Οἱ φουρνοὶ ἐνεκρίνοντο διὰ 4,000,000 τοῦ προϋπολογισμοῦ καὶ αὐτὸς δὲ ὁ ἀρχηγὸς τῆς ἀντιπολιτεύσεως ὑποσχεθεὶς ὅτι ἔβλεπε καὶ θὰ ἐξήταζε τὸ ζήτημα μετὰ προσοχῆς. (122, 292, 353, 385)
divider (918, 513, 1070, 514)
article-text: Πόσοι δὲ εἶναι ἐπίσης ἄδικοι καὶ κακοῦ νὰ ἐπιτελέσθη ἓν τοῦ ἀξιωματικοῦ τοῦ ὑπάρχοντος ἐκεῖ καὶ ἀνήκοντος εἰς τὸν στρατὸν. (1318, 701, 1551, 763)
dialogue-line: — Σχετικῶς μὲ αὐτὰ τὰ χρήματα. (135, 1281, 344, 1296)
dialogue-line: — Καὶ θὰ χρειασθῇ νὰ προχωρήσωμεν. (135, 1572, 353, 1603)
headline: ΟΙ ΠΡΟΒΙΒΑΣΜΟΙ (926, 729, 1061, 745)
article-text: Πόσοι ἄλλοι, ἐπίσης ἀφήνουσα ἀναγνώρισιν, ὅτι ἡ φρουρὰ ἐκ τῆς πλατείας δὲν ἦτο ἐν γνώσει τῆς ὑποθέσεως, ἀλλ' ἐπροχώρησε διὰ νὰ φυλάξῃ τὸν ἀναστεναγμόν. (1318, 621, 1551, 698)
article-text: Εἰς ὅλον τὸν Πειραιᾶ ἦτο χθὲς γνωστὸν τὸ γεγονὸς τῆς ἀπαγωγῆς γνωστῆς πειραιωτίδος ὑπὸ ἀξιωματικοῦ τοῦ Ναυτικοῦ, ὁ ὁποῖος ἀπέσπασε αὐτὴν ἐκ τοῦ πατρικοῦ οἴκου της. (878, 1883, 1109, 1976)
article-text: Ὁ κ. ΣΙΜΟΠΟΥΛΟΣ. Δὲν εἶπον τοῦτο ποτέ. (122, 760, 353, 791)
article-text: Ἡ Ἑταιρία διὰ τῆς φωσφοσήμης τῆς δαπανᾶ 300,000 δρ. καὶ ἐσπευσεν ὑπόμνημα. Τοῦτο δὲν εἶνε κακία ἐτί ψυχικῆς εἰρωνείας, ἵνα μὴ εἴπω ἐθογήθῃ πρὸς ἀνθρώπους πενομένους. Διὰ δὲν ἔχετε τὸ θάρρος νὰ λέγητε καὶ νὰ ἀπαιτῆτε τὸ οἰκαῖον ἀπὸ τὸν λαόν, διότι τὸν ἐκάματε νὰ μὴ ἔχῃ κανμίαν ἐμπιστοσύνην εἰς σᾶς. (122, 388, 353, 542)
dialogue-line: — Γι' αὐτοῦ ἐφρόντισεν ὁ θάνατος. (135, 1914, 353, 1944)
article-text: Καὶ περὶ τούτου ἐπεζήτησεν πληροφορίας παρὰ τοῦ Ἐμπορικοῦ Συλλόγου Πειραιῶς κ. Σ. Στρίγγας, τὸν ὁποῖον ἐρωτήσαμεν, μᾶς εἶπεν, ὅτι καὶ αὐτὸς ἠπόρησε διὰ τὰ γραφόμενα τὰ ὁποῖα μόνον εἰς τὴν φαντασίαν τῶν γραψάντων εἶνε γεγονός. (878, 1190, 1109, 1313)
headline: ΔΙΑ ΤΟΝ ΦΟΡΟΝ ΕΠΙΤΗΔΕΥΜΑΤΟΣ (680, 1482, 806, 1511)
columns (28, 111, 1554, 2324)
article-text: ρίωνον οὐδὲ κόκκον σταφίδος, μόνον δὲ τὴν χρηματοποιοῦν εἰς τὴν μαγειρικὴν ἰδίως οἱ Ἄγγλοι καὶ ὅπου ἐπεκτείνεται ἡ Ἀγγλικὴ οἰκογένεια ὡς ἐν Ἀμερικῇ. Ἀλλὰ σεῖς δὲν ἔχετε καιρὸν νὰ μελετᾶτε τὰ ζητήματα ἀπασχολούμενοι κυρίως πῶς νὰ συγκρατήσητε τὴν πλειοψηφίαν καὶ τὴν θέσιν σας. (122, 111, 353, 249)
headline: ΤΟΥ "Ν. ΜΙΑΟΥΛΗ" (1110, 440, 1328, 465)
article-text: Ἡ Ἰταλικὴ Κυβέρνησις ἐκοινοποίησε πρὸς τὰς τρεῖς ἄλλας προστάτιδας τῆς Κρήτης Δυνάμεις τὴν πρόθεσίν της ν' ἀποσύρῃ τοὺς ἀξιωματικοὺς καὶ ὑπαξιωματικοὺς τοὺς καταθηθέντας τῶν εὐρισκομένων ἤδη εἰς τὴν κρητικὴν χωροφυλακήν. (878, 304, 1109, 443)
signature: (Ἐκ τοῦ γραφείου Διευθύνσεως) (418, 1597, 613, 1612)
article-text: Ἀκολούθως εἰς τὴν Μακεδονίαν ὁ Ἄγγλος ὅτι καθὼς διηγεῖται εὑρέθη ἐν μέσῳ ἀνταρτῶν μὴ λησταί ἀλλὰ ἀπελευθερωτῶν ὡς λέγουσι. (1098, 1271, 1341, 1332)
headline: ΤΟΥ ΕΜΠΟΡΙΚΟΥ ΣΥΛΛΟΓΟΥ ΤΟΥ ΠΕΙΡΑΙΩΣ (893, 961, 1095, 991)
article-text: Κατὰ τηλεγράφημα ἐκ Λαρίσσης πρὸς τὴν Σχετικὴν κ. μ. ηὐτοκτόνησε ριφθεὶς ἐνώπιον ὁ ἀστυνόμος τῆς πόλεως, ὁ ὁποῖος εἶχε ὑποβάλει εἰς τὴν ἔνδειξιν τῆς. (878, 1720, 1109, 1798)
headline: ΑΙ ΑΠΟΦΑΣΕΙΣ ΔΙΑΜΑΡΤΥΡΙΑΙ (881, 941, 1106, 957)
page-number: 2 (136, 67, 156, 100)
divider (918, 1804, 1070, 1805)
subheading: Ἡ ἀπαγωγή (950, 2063, 1037, 2079)
dialogue-block (122, 1263, 353, 2015)
dialogue-line: — Τὴν καϋμένη τὴν Σουσάννα! Μὲ ἐπιθυμοῦσε ὅσον καὶ ἄλλα πράγματα. (135, 1812, 353, 1858)
article-text: Χθὲς τὸ ἀπόγευμα ὁ ἐργάτης Δ. Δάβης λογομαχήσας πρὸς τὸν ἐργάτην Ἰωάννην Π. Γεωργόπουλον παρὰ τὸ Κερατσίνιον, τὸν ἐτραυμάτισεν διὰ τοῦ σιδήρου του καὶ τὸ ὁποῖον ἐφυγάδευσε εἰς τὴν Κεφαλληνίαν. (1098, 228, 1341, 321)
column-3 (623, 111, 886, 2213)
dialogue-line: — Ὄχι! (135, 1744, 181, 1760)
headline: ΑΠΟΚΑΛΥΠΤΙΚΩΤΑΤΑΙ ΣΕΛΙΔΕΣ (1350, 586, 1520, 618)
headline: Ο ΒΑΣΙΛΕΥΣ ΕΝ ΑΘΗΝΑΙΣ (648, 901, 838, 917)
article-text: Κατὰ τὰ εὑρεθέντα ἐκ τῶν βουλγαρικῶν ἐπιστολῶν τὰ λύτρα ἀνέρχονται εἰς 2500 λίρας. (1098, 1385, 1341, 1431)
article-text: Αὐτὸ τὸ πρόσωπον εἶχον παρατηρήσει πρὸ πολλοῦ ἐν τῷ γραφείῳ τοῦ ὑπουργείου, ὅπου ἐξῆγε τὰ ἔγγραφα. (1318, 1009, 1551, 1071)
dialogue-line: — Περισσότερον ἀπὸ ἄλλοτε. (135, 1658, 320, 1674)
